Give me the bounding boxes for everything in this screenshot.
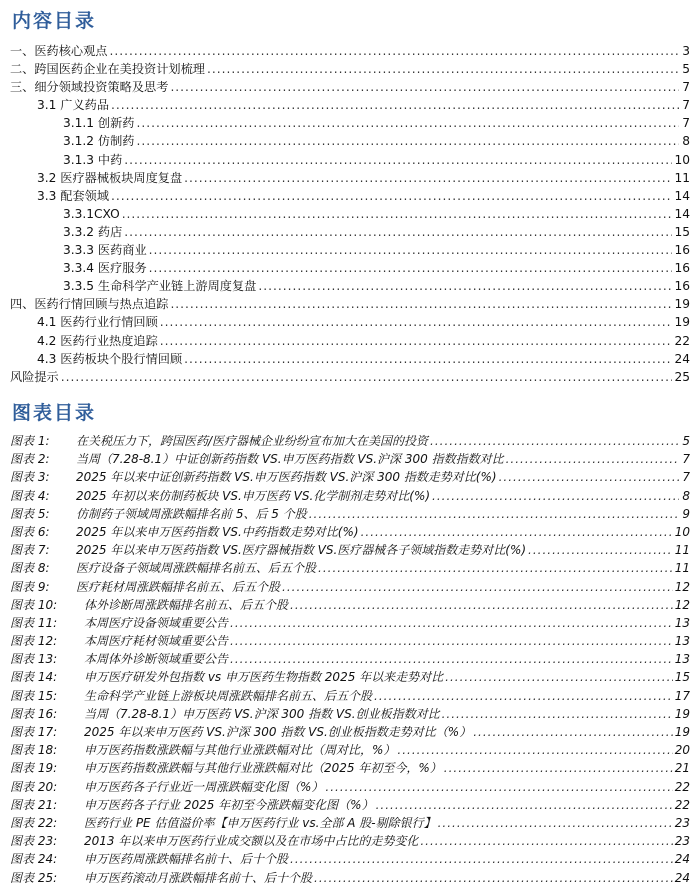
figure-title[interactable]: 仿制药子领域周涨跌幅排名前 5、后 5 个股 (76, 506, 307, 521)
figure-title[interactable]: 2025 年以来中证创新药指数 VS.申万医药指数 VS.沪深 300 指数走势对比(%) (76, 470, 497, 485)
figure-entry[interactable] (10, 723, 690, 741)
figure-page-number[interactable]: 7 (682, 452, 690, 467)
toc-entry[interactable] (10, 295, 690, 313)
dot-leader (314, 869, 673, 887)
toc-entry[interactable] (10, 313, 690, 331)
dot-leader (110, 42, 680, 60)
figure-label: 图表 18: (10, 743, 58, 758)
toc-entry[interactable] (10, 169, 690, 187)
figure-label: 图表 14: (10, 670, 58, 685)
dot-leader (122, 205, 673, 223)
toc-page-number[interactable]: 5 (682, 62, 690, 77)
toc-entry-title[interactable]: 3.3.4 医疗服务 (63, 261, 147, 276)
dot-leader (61, 368, 673, 386)
figure-title[interactable]: 本周医疗耗材领域重要公告 (84, 634, 229, 649)
figure-page-number[interactable]: 9 (682, 506, 690, 521)
toc-page-number[interactable]: 24 (674, 351, 690, 366)
figure-page-number[interactable]: 10 (674, 524, 690, 539)
figure-entry[interactable] (10, 778, 690, 796)
toc-list (10, 42, 690, 386)
toc-page-number[interactable]: 16 (674, 279, 690, 294)
dot-leader (170, 295, 672, 313)
figure-entry[interactable] (10, 632, 690, 650)
figure-label: 图表 11: (10, 615, 58, 630)
dot-leader (230, 650, 673, 668)
toc-entry[interactable] (10, 350, 690, 368)
toc-page-number[interactable]: 7 (682, 116, 690, 131)
toc-entry-title[interactable]: 3.3.1CXO (63, 206, 120, 221)
figure-label: 图表 25: (10, 870, 58, 885)
dot-leader (442, 705, 673, 723)
figure-page-number[interactable]: 24 (674, 870, 690, 885)
toc-entry-title[interactable]: 3.1.2 仿制药 (63, 134, 135, 149)
toc-heading: 内容目录 (12, 10, 97, 32)
dot-leader (124, 151, 672, 169)
figure-label: 图表 8: (10, 561, 50, 576)
toc-page-number[interactable]: 7 (682, 98, 690, 113)
dot-leader (160, 332, 673, 350)
dot-leader (111, 96, 679, 114)
dot-leader (397, 741, 672, 759)
figure-title[interactable]: 2025 年以来申万医药指数 VS.中药指数走势对比(%) (76, 524, 359, 539)
figure-title[interactable]: 当周（7.28-8.1）申万医药 VS.沪深 300 指数 VS.创业板指数对比 (84, 706, 440, 721)
dot-leader (325, 778, 672, 796)
toc-page-number[interactable]: 22 (674, 333, 690, 348)
dot-leader (445, 668, 673, 686)
toc-entry-title[interactable]: 3.2 医疗器械板块周度复盘 (37, 170, 183, 185)
dot-leader (528, 541, 673, 559)
toc-page-number[interactable]: 7 (682, 80, 690, 95)
toc-entry-title[interactable]: 风险提示 (10, 369, 59, 384)
figure-entry[interactable] (10, 705, 690, 723)
figure-page-number[interactable]: 20 (674, 743, 690, 758)
toc-entry-title[interactable]: 4.3 医药板块个股行情回顾 (37, 351, 183, 366)
figure-title[interactable]: 本周体外诊断领域重要公告 (84, 652, 229, 667)
toc-entry[interactable] (10, 241, 690, 259)
figure-title[interactable]: 申万医疗研发外包指数 vs 申万医药生物指数 2025 年以来走势对比 (84, 670, 444, 685)
figure-title[interactable]: 2025 年初以来仿制药板块 VS.申万医药 VS.化学制剂走势对比(%) (76, 488, 431, 503)
dot-leader (374, 687, 673, 705)
figure-entry[interactable] (10, 832, 690, 850)
figure-label: 图表 20: (10, 779, 58, 794)
toc-entry-title[interactable]: 3.1.3 中药 (63, 152, 123, 167)
toc-entry[interactable] (10, 78, 690, 96)
figure-entry[interactable] (10, 814, 690, 832)
toc-entry-title[interactable]: 4.2 医药行业热度追踪 (37, 333, 158, 348)
figure-entry[interactable] (10, 796, 690, 814)
dot-leader (444, 759, 673, 777)
figure-entry[interactable] (10, 596, 690, 614)
figure-title[interactable]: 2025 年以来申万医药指数 VS.医疗器械指数 VS.医疗器械各子领域指数走势对比(%) (76, 543, 527, 558)
toc-entry[interactable] (10, 42, 690, 60)
figure-label: 图表 17: (10, 725, 58, 739)
figure-list-heading: 图表目录 (12, 402, 97, 424)
toc-entry-title[interactable]: 3.1.1 创新药 (63, 116, 135, 131)
toc-entry[interactable] (10, 259, 690, 277)
figure-page-number[interactable]: 13 (674, 652, 690, 667)
figure-page-number[interactable]: 13 (674, 634, 690, 649)
dot-leader (170, 78, 679, 96)
dot-leader (149, 241, 673, 259)
dot-leader (309, 505, 679, 523)
dot-leader (473, 723, 673, 741)
dot-leader (124, 223, 672, 241)
dot-leader (136, 114, 679, 132)
toc-entry[interactable] (10, 60, 690, 78)
figure-page-number[interactable]: 5 (682, 434, 690, 448)
figure-label: 图表 6: (10, 524, 50, 539)
toc-entry[interactable] (10, 205, 690, 223)
figure-label: 图表 4: (10, 488, 50, 503)
figure-title[interactable]: 体外诊断周涨跌幅排名前五、后五个股 (84, 597, 289, 612)
toc-entry-title[interactable]: 四、医药行情回顾与热点追踪 (10, 297, 169, 312)
figure-page-number[interactable]: 7 (682, 470, 690, 485)
dot-leader (420, 832, 672, 850)
figure-page-number[interactable]: 19 (674, 706, 690, 721)
figure-page-number[interactable]: 11 (674, 543, 690, 558)
toc-entry[interactable] (10, 96, 690, 114)
dot-leader (111, 187, 672, 205)
figure-label: 图表 15: (10, 688, 58, 703)
figure-entry[interactable] (10, 505, 690, 523)
dot-leader (136, 132, 679, 150)
figure-title[interactable]: 医药行业 PE 估值溢价率【申万医药行业 vs.全部 A 股-剔除银行】 (84, 815, 436, 830)
figure-label: 图表 23: (10, 834, 58, 849)
figure-entry[interactable] (10, 432, 690, 450)
toc-page-number[interactable]: 3 (682, 44, 690, 58)
figure-page-number[interactable]: 23 (674, 815, 690, 830)
toc-entry-title[interactable]: 3.3.3 医药商业 (63, 243, 147, 258)
toc-page-number[interactable]: 14 (674, 206, 690, 221)
figure-title[interactable]: 申万医药滚动月涨跌幅排名前十、后十个股 (84, 870, 313, 885)
dot-leader (506, 450, 679, 468)
toc-page-number[interactable]: 14 (674, 188, 690, 203)
toc-entry[interactable] (10, 151, 690, 169)
toc-entry[interactable] (10, 332, 690, 350)
dot-leader (230, 614, 673, 632)
toc-page-number[interactable]: 16 (674, 243, 690, 258)
figure-label: 图表 24: (10, 852, 58, 867)
figure-entry[interactable] (10, 668, 690, 686)
toc-entry[interactable] (10, 277, 690, 295)
toc-entry-title[interactable]: 3.3.2 药店 (63, 224, 123, 239)
dot-leader (432, 487, 679, 505)
figure-title[interactable]: 申万医药各子行业 2025 年初至今涨跌幅变化图（%） (84, 797, 374, 812)
dot-leader (376, 796, 673, 814)
figure-entry[interactable] (10, 468, 690, 486)
toc-page-number[interactable]: 8 (682, 134, 690, 149)
figure-title[interactable]: 申万医药指数涨跌幅与其他行业涨跌幅对比（2025 年初至今，%） (84, 761, 442, 776)
figure-page-number[interactable]: 15 (674, 670, 690, 685)
dot-leader (184, 350, 672, 368)
dot-leader (282, 578, 673, 596)
toc-entry[interactable] (10, 368, 690, 386)
figure-page-number[interactable]: 21 (674, 761, 690, 776)
dot-leader (184, 169, 672, 187)
figure-label: 图表 5: (10, 506, 50, 521)
figure-label: 图表 9: (10, 579, 50, 594)
figure-entry[interactable] (10, 741, 690, 759)
toc-entry[interactable] (10, 187, 690, 205)
figure-entry[interactable] (10, 650, 690, 668)
figure-page-number[interactable]: 19 (674, 725, 690, 739)
figure-entry[interactable] (10, 450, 690, 468)
toc-page-number[interactable]: 19 (674, 315, 690, 330)
figure-page-number[interactable]: 22 (674, 779, 690, 794)
figure-entry[interactable] (10, 869, 690, 887)
figure-title[interactable]: 医疗设备子领域周涨跌幅排名前五、后五个股 (76, 561, 317, 576)
toc-entry-title[interactable]: 3.1 广义药品 (37, 98, 110, 113)
figure-label: 图表 7: (10, 543, 50, 558)
dot-leader (230, 632, 673, 650)
dot-leader (430, 432, 679, 450)
figure-entry[interactable] (10, 559, 690, 577)
figure-page-number[interactable]: 24 (674, 852, 690, 867)
figure-entry[interactable] (10, 541, 690, 559)
dot-leader (160, 313, 673, 331)
figure-title[interactable]: 当周（7.28-8.1）中证创新药指数 VS.申万医药指数 VS.沪深 300 指数指数对比 (76, 452, 504, 467)
dot-leader (318, 559, 673, 577)
figure-label: 图表 1: (10, 434, 50, 448)
dot-leader (149, 259, 673, 277)
figure-title[interactable]: 申万医药指数涨跌幅与其他行业涨跌幅对比（周对比，%） (84, 743, 396, 758)
figure-label: 图表 10: (10, 597, 58, 612)
dot-leader (290, 850, 673, 868)
figure-label: 图表 2: (10, 452, 50, 467)
figure-title[interactable]: 在关税压力下，跨国医药/医疗器械企业纷纷宣布加大在美国的投资 (76, 434, 429, 448)
figure-list (10, 432, 690, 887)
toc-page-number[interactable]: 15 (674, 224, 690, 239)
toc-page-number[interactable]: 25 (674, 369, 690, 384)
toc-entry-title[interactable]: 3.3 配套领域 (37, 188, 110, 203)
toc-entry-title[interactable]: 三、细分领域投资策略及思考 (10, 80, 169, 95)
figure-entry[interactable] (10, 487, 690, 505)
toc-entry-title[interactable]: 4.1 医药行业行情回顾 (37, 315, 158, 330)
figure-title[interactable]: 申万医药各子行业近一周涨跌幅变化图（%） (84, 779, 324, 794)
dot-leader (207, 60, 679, 78)
figure-entry[interactable] (10, 759, 690, 777)
dot-leader (290, 596, 673, 614)
toc-page-number[interactable]: 11 (674, 170, 690, 185)
figure-label: 图表 12: (10, 634, 58, 649)
toc-entry-title[interactable]: 3.3.5 生命科学产业链上游周度复盘 (63, 279, 257, 294)
toc-page-number[interactable]: 16 (674, 261, 690, 276)
figure-page-number[interactable]: 12 (674, 597, 690, 612)
figure-label: 图表 22: (10, 815, 58, 830)
toc-page-number[interactable]: 10 (674, 152, 690, 167)
figure-label: 图表 16: (10, 706, 58, 721)
toc-entry[interactable] (10, 132, 690, 150)
figure-label: 图表 21: (10, 797, 58, 812)
figure-label: 图表 13: (10, 652, 58, 667)
figure-label: 图表 3: (10, 470, 50, 485)
toc-entry[interactable] (10, 223, 690, 241)
figure-title[interactable]: 本周医疗设备领域重要公告 (84, 615, 229, 630)
figure-page-number[interactable]: 13 (674, 615, 690, 630)
figure-page-number[interactable]: 11 (674, 561, 690, 576)
dot-leader (361, 523, 673, 541)
figure-entry[interactable] (10, 523, 690, 541)
figure-title[interactable]: 2013 年以来申万医药行业成交额以及在市场中占比的走势变化 (84, 834, 419, 849)
figure-entry[interactable] (10, 687, 690, 705)
figure-page-number[interactable]: 22 (674, 797, 690, 812)
toc-page-number[interactable]: 19 (674, 297, 690, 312)
toc-entry[interactable] (10, 114, 690, 132)
toc-entry-title[interactable]: 二、跨国医药企业在美投资计划梳理 (10, 62, 205, 77)
figure-page-number[interactable]: 12 (674, 579, 690, 594)
figure-entry[interactable] (10, 578, 690, 596)
figure-page-number[interactable]: 23 (674, 834, 690, 849)
figure-title[interactable]: 医疗耗材周涨跌幅排名前五、后五个股 (76, 579, 281, 594)
dot-leader (499, 468, 679, 486)
figure-label: 图表 19: (10, 761, 58, 776)
figure-title[interactable]: 生命科学产业链上游板块周涨跌幅排名前五、后五个股 (84, 688, 373, 703)
figure-page-number[interactable]: 17 (674, 688, 690, 703)
figure-title[interactable]: 申万医药周涨跌幅排名前十、后十个股 (84, 852, 289, 867)
toc-entry-title[interactable]: 一、医药核心观点 (10, 44, 108, 58)
figure-page-number[interactable]: 8 (682, 488, 690, 503)
dot-leader (258, 277, 672, 295)
figure-title[interactable]: 2025 年以来申万医药 VS.沪深 300 指数 VS.创业板指数走势对比（%） (84, 725, 472, 739)
dot-leader (438, 814, 673, 832)
figure-entry[interactable] (10, 614, 690, 632)
figure-entry[interactable] (10, 850, 690, 868)
